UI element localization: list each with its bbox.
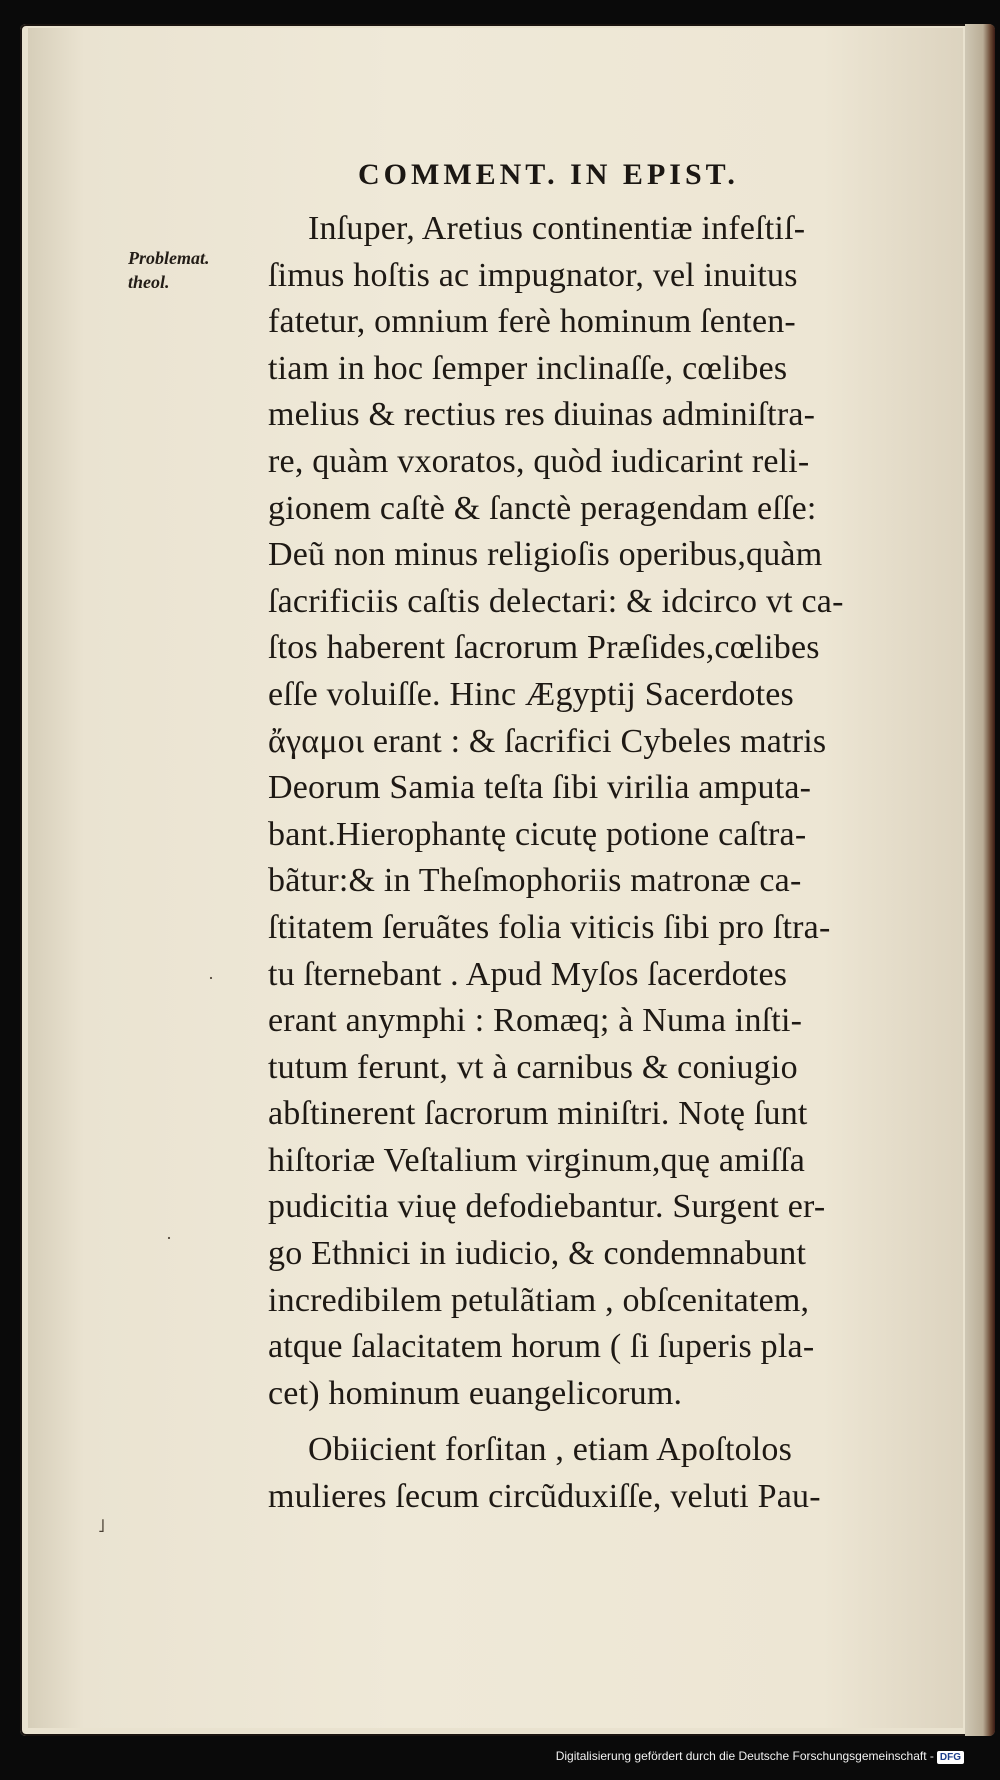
- text-line: bãtur:& in Theſmophoriis matronæ ca-: [268, 862, 802, 900]
- text-line: pudicitia viuę defodiebantur. Surgent er-: [268, 1188, 826, 1226]
- ink-mark: ˩: [98, 1516, 105, 1536]
- text-line: tiam in hoc ſemper inclinaſſe, cœlibes: [268, 349, 788, 387]
- text-line: ἄγαμοι erant : & ſacrifici Cybeles matris: [268, 722, 827, 760]
- text-line: abſtinerent ſacrorum miniſtri. Notę ſunt: [268, 1095, 808, 1133]
- text-line: ſtitatem ſeruãtes folia viticis ſibi pro ſtra-: [268, 908, 831, 946]
- body-text: [268, 206, 968, 1521]
- text-line: hiſtoriæ Veſtalium virginum,quę amiſſa: [268, 1141, 806, 1179]
- text-line: incredibilem petulãtiam , obſcenitatem,: [268, 1281, 810, 1319]
- text-line: re, quàm vxoratos, quòd iudicarint reli-: [268, 442, 810, 480]
- text-line: mulieres ſecum circũduxiſſe, veluti Pau-: [268, 1478, 821, 1516]
- text-line: ſtos haberent ſacrorum Præſides,cœlibes: [268, 629, 820, 667]
- text-line: melius & rectius res diuinas adminiſtra-: [268, 396, 816, 434]
- text-line: Inſuper, Aretius continentiæ infeſtiſ-: [308, 210, 806, 247]
- marginal-note-line: theol.: [128, 272, 170, 292]
- running-head: COMMENT. IN EPIST.: [358, 158, 739, 191]
- text-line: Deorum Samia teſta ſibi virilia amputa-: [268, 769, 812, 807]
- text-line: cet) hominum euangelicorum.: [268, 1374, 683, 1412]
- text-line: erant anymphi : Romæq; à Numa inſti-: [268, 1002, 803, 1040]
- book-scan: [20, 24, 995, 1736]
- ink-mark: ·: [208, 968, 214, 988]
- dfg-logo: DFG: [937, 1751, 964, 1764]
- text-line: eſſe voluiſſe. Hinc Ægyptij Sacerdotes: [268, 675, 794, 713]
- text-line: atque ſalacitatem horum ( ſi ſuperis pla-: [268, 1328, 815, 1366]
- book-edge: [965, 24, 995, 1736]
- marginal-note: [128, 246, 210, 294]
- book-page: [28, 28, 963, 1728]
- digitization-credit: [556, 1749, 964, 1764]
- credit-text: Digitalisierung gefördert durch die Deutsche Forschungsgemeinschaft -: [555, 1749, 934, 1763]
- ink-mark: ·: [166, 1228, 172, 1248]
- text-line: gionem caſtè & ſanctè peragendam eſſe:: [268, 489, 817, 527]
- text-line: ſacrificiis caſtis delectari: & idcirco vt ca-: [268, 582, 844, 620]
- text-line: bant.Hierophantę cicutę potione caſtra-: [268, 815, 807, 853]
- text-line: go Ethnici in iudicio, & condemnabunt: [268, 1235, 807, 1273]
- text-line: fatetur, omnium ferè hominum ſenten-: [268, 303, 796, 341]
- text-line: tutum ferunt, vt à carnibus & coniugio: [268, 1048, 798, 1086]
- marginal-note-line: Problemat.: [128, 248, 210, 268]
- text-line: tu ſternebant . Apud Myſos ſacerdotes: [268, 955, 788, 993]
- text-line: ſimus hoſtis ac impugnator, vel inuitus: [268, 256, 798, 294]
- text-line: Deũ non minus religioſis operibus,quàm: [268, 536, 823, 574]
- text-line: Obiicient forſitan , etiam Apoſtolos: [308, 1431, 793, 1469]
